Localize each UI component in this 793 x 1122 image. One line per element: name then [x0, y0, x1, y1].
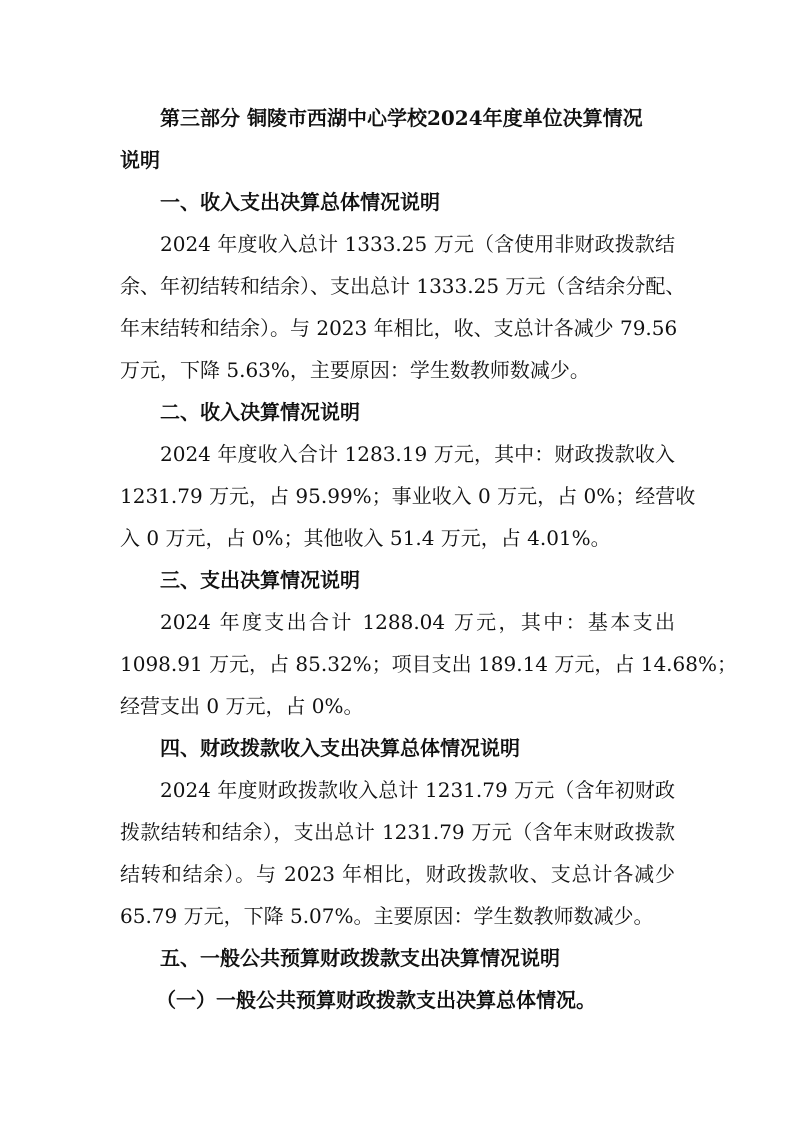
section-5-subheading: （一）一般公共预算财政拨款支出决算总体情况。 [156, 988, 596, 1012]
section-3-line-3: 经营支出 0 万元，占 0%。 [120, 694, 364, 718]
section-3-line-1: 2024 年度支出合计 1288.04 万元，其中：基本支出 [160, 610, 675, 634]
section-2-line-3: 入 0 万元，占 0%；其他收入 51.4 万元，占 4.01%。 [120, 526, 611, 550]
section-4-line-4: 65.79 万元，下降 5.07%。主要原因：学生数教师数减少。 [120, 904, 654, 928]
section-4-line-1: 2024 年度财政拨款收入总计 1231.79 万元（含年初财政 [160, 778, 675, 802]
section-1-line-4: 万元，下降 5.63%，主要原因：学生数教师数减少。 [120, 358, 590, 382]
document-title-line-1: 第三部分 铜陵市西湖中心学校2024年度单位决算情况 [160, 106, 643, 130]
section-4-heading: 四、财政拨款收入支出决算总体情况说明 [160, 736, 520, 760]
section-1-heading: 一、收入支出决算总体情况说明 [160, 190, 440, 214]
section-3-heading: 三、支出决算情况说明 [160, 568, 360, 592]
section-4-line-2: 拨款结转和结余），支出总计 1231.79 万元（含年末财政拨款 [120, 820, 675, 844]
document-title-line-2: 说明 [120, 148, 160, 172]
section-1-line-2: 余、年初结转和结余）、支出总计 1333.25 万元（含结余分配、 [120, 274, 686, 298]
section-3-line-2: 1098.91 万元，占 85.32%；项目支出 189.14 万元，占 14.68%； [120, 652, 737, 676]
section-1-line-1: 2024 年度收入总计 1333.25 万元（含使用非财政拨款结 [160, 232, 675, 256]
section-1-line-3: 年末结转和结余）。与 2023 年相比，收、支总计各减少 79.56 [120, 316, 678, 340]
section-2-line-2: 1231.79 万元，占 95.99%；事业收入 0 万元，占 0%；经营收 [120, 484, 696, 508]
section-2-line-1: 2024 年度收入合计 1283.19 万元，其中：财政拨款收入 [160, 442, 675, 466]
section-2-heading: 二、收入决算情况说明 [160, 400, 360, 424]
section-5-heading: 五、一般公共预算财政拨款支出决算情况说明 [160, 946, 560, 970]
section-4-line-3: 结转和结余）。与 2023 年相比，财政拨款收、支总计各减少 [120, 862, 675, 886]
